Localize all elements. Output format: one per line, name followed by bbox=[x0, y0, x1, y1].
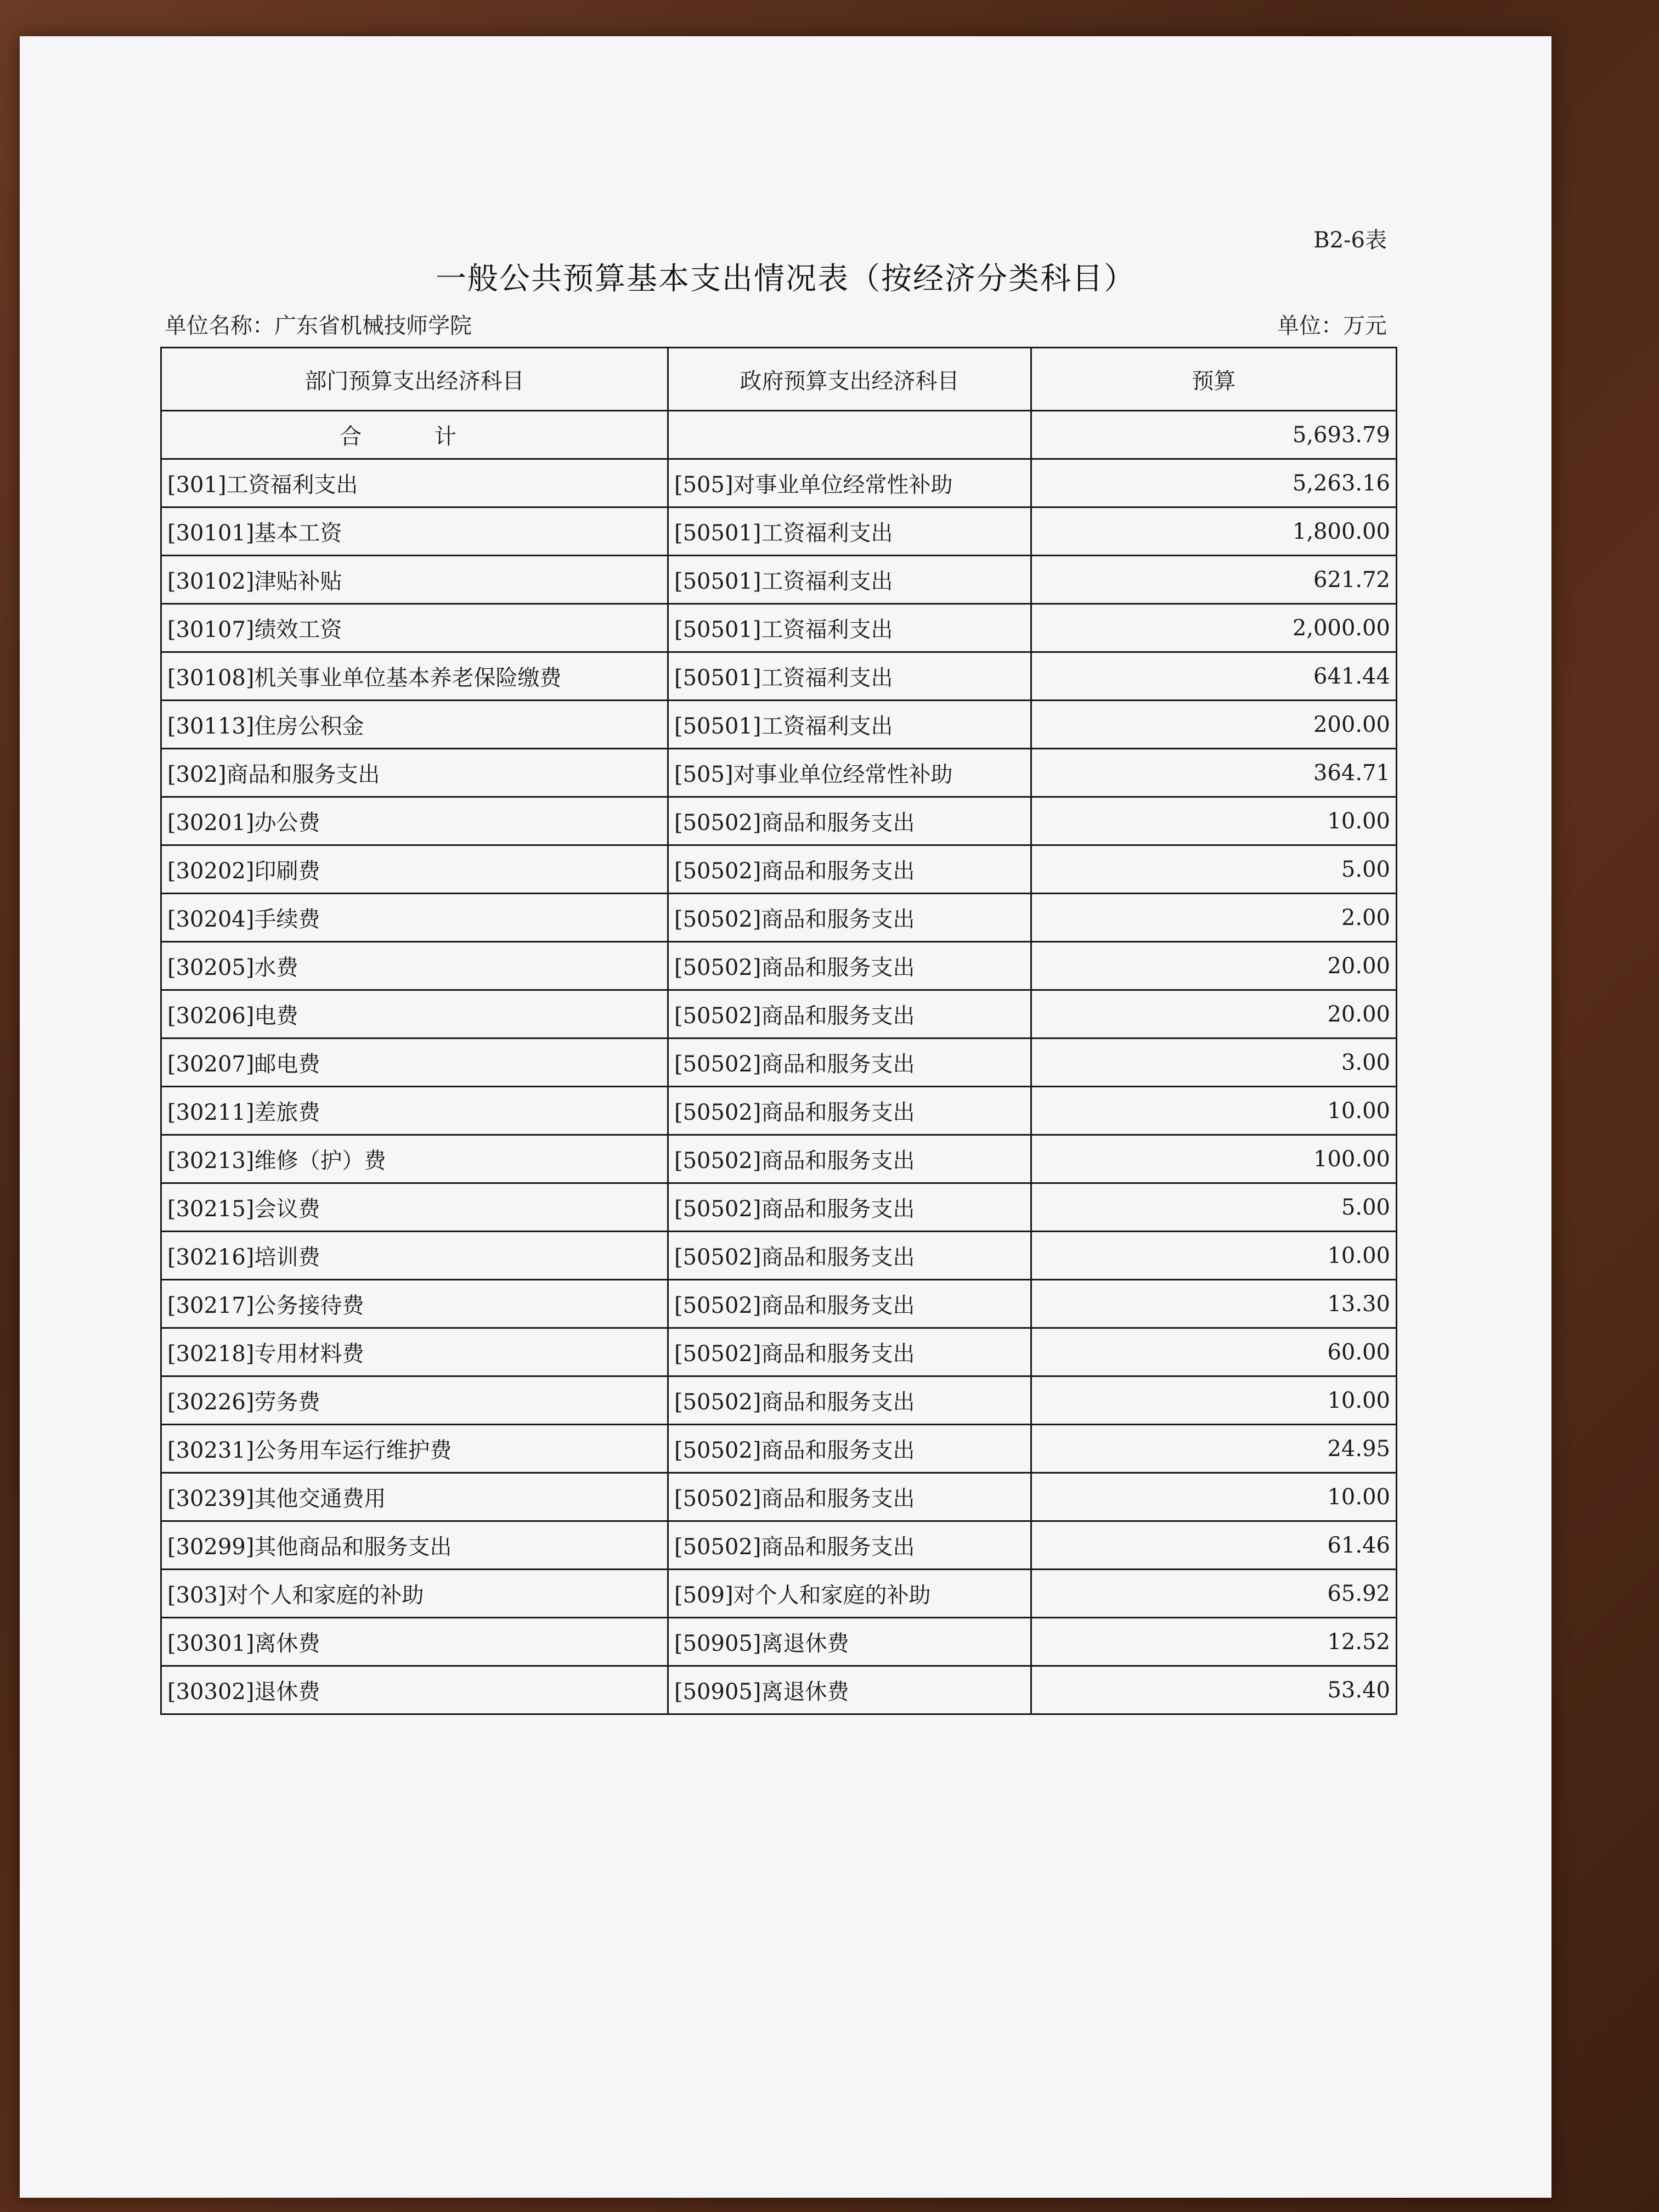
budget-amount-cell: 10.00 bbox=[1031, 797, 1397, 845]
gov-subject-cell: [509]对个人和家庭的补助 bbox=[668, 1570, 1031, 1618]
table-row bbox=[161, 1425, 1397, 1473]
dept-subject-cell: [30239]其他交通费用 bbox=[161, 1473, 668, 1521]
gov-subject-cell: [50501]工资福利支出 bbox=[668, 604, 1031, 652]
table-row bbox=[161, 1135, 1397, 1183]
dept-subject-cell: [30204]手续费 bbox=[161, 894, 668, 942]
gov-subject-cell: [50502]商品和服务支出 bbox=[668, 797, 1031, 845]
dept-subject-cell: [30206]电费 bbox=[161, 990, 668, 1039]
gov-subject-cell: [50502]商品和服务支出 bbox=[668, 1521, 1031, 1570]
dept-subject-cell: [30231]公务用车运行维护费 bbox=[161, 1425, 668, 1473]
dept-subject-cell: [30217]公务接待费 bbox=[161, 1280, 668, 1328]
budget-amount-cell: 200.00 bbox=[1031, 701, 1397, 749]
table-row bbox=[161, 1473, 1397, 1521]
gov-subject-cell: [50502]商品和服务支出 bbox=[668, 1183, 1031, 1232]
unit-name: 单位名称：广东省机械技师学院 bbox=[165, 313, 472, 338]
budget-amount-cell: 61.46 bbox=[1031, 1521, 1397, 1570]
table-row bbox=[161, 1570, 1397, 1618]
table-row bbox=[161, 845, 1397, 894]
table-row bbox=[161, 701, 1397, 749]
dept-subject-cell: [302]商品和服务支出 bbox=[161, 749, 668, 797]
budget-amount-cell: 65.92 bbox=[1031, 1570, 1397, 1618]
table-body bbox=[161, 411, 1397, 1714]
gov-subject-cell: [50905]离退休费 bbox=[668, 1666, 1031, 1714]
dept-subject-cell: [30202]印刷费 bbox=[161, 845, 668, 894]
dept-subject-cell: [30215]会议费 bbox=[161, 1183, 668, 1232]
budget-amount-cell: 13.30 bbox=[1031, 1280, 1397, 1328]
dept-subject-cell: [301]工资福利支出 bbox=[161, 459, 668, 507]
budget-amount-cell: 10.00 bbox=[1031, 1376, 1397, 1425]
gov-subject-cell: [505]对事业单位经常性补助 bbox=[668, 459, 1031, 507]
total-row bbox=[161, 411, 1397, 459]
dept-subject-cell: [30107]绩效工资 bbox=[161, 604, 668, 652]
table-row bbox=[161, 1280, 1397, 1328]
table-row bbox=[161, 507, 1397, 556]
budget-amount-cell: 100.00 bbox=[1031, 1135, 1397, 1183]
table-row bbox=[161, 894, 1397, 942]
budget-amount-cell: 10.00 bbox=[1031, 1232, 1397, 1280]
total-label: 合 计 bbox=[161, 411, 668, 459]
gov-subject-cell: [50502]商品和服务支出 bbox=[668, 1232, 1031, 1280]
table-row bbox=[161, 604, 1397, 652]
budget-amount-cell: 20.00 bbox=[1031, 990, 1397, 1039]
budget-amount-cell: 1,800.00 bbox=[1031, 507, 1397, 556]
dept-subject-cell: [30108]机关事业单位基本养老保险缴费 bbox=[161, 652, 668, 701]
total-amount: 5,693.79 bbox=[1031, 411, 1397, 459]
page-title: 一般公共预算基本支出情况表（按经济分类科目） bbox=[436, 261, 1136, 297]
table-row bbox=[161, 1039, 1397, 1087]
budget-amount-cell: 5.00 bbox=[1031, 1183, 1397, 1232]
budget-table bbox=[160, 347, 1397, 1715]
gov-subject-cell: [50502]商品和服务支出 bbox=[668, 1376, 1031, 1425]
dept-subject-cell: [30207]邮电费 bbox=[161, 1039, 668, 1087]
budget-amount-cell: 5.00 bbox=[1031, 845, 1397, 894]
table-header-row bbox=[161, 348, 1397, 411]
document-page bbox=[20, 36, 1551, 2198]
table-row bbox=[161, 990, 1397, 1039]
gov-subject-cell: [50502]商品和服务支出 bbox=[668, 942, 1031, 990]
dept-subject-cell: [30301]离休费 bbox=[161, 1618, 668, 1666]
gov-subject-cell: [50502]商品和服务支出 bbox=[668, 1425, 1031, 1473]
budget-amount-cell: 3.00 bbox=[1031, 1039, 1397, 1087]
dept-subject-cell: [30302]退休费 bbox=[161, 1666, 668, 1714]
table-row bbox=[161, 1521, 1397, 1570]
budget-amount-cell: 2.00 bbox=[1031, 894, 1397, 942]
gov-subject-cell: [50501]工资福利支出 bbox=[668, 701, 1031, 749]
table-row bbox=[161, 1087, 1397, 1135]
gov-subject-cell: [50501]工资福利支出 bbox=[668, 556, 1031, 604]
table-row bbox=[161, 459, 1397, 507]
table-row bbox=[161, 1666, 1397, 1714]
budget-amount-cell: 10.00 bbox=[1031, 1473, 1397, 1521]
gov-subject-cell: [50502]商品和服务支出 bbox=[668, 1087, 1031, 1135]
dept-subject-cell: [303]对个人和家庭的补助 bbox=[161, 1570, 668, 1618]
budget-amount-cell: 10.00 bbox=[1031, 1087, 1397, 1135]
gov-subject-cell: [50501]工资福利支出 bbox=[668, 652, 1031, 701]
dept-subject-cell: [30205]水费 bbox=[161, 942, 668, 990]
unit-label: 单位：万元 bbox=[1277, 313, 1387, 338]
dept-subject-cell: [30101]基本工资 bbox=[161, 507, 668, 556]
budget-amount-cell: 621.72 bbox=[1031, 556, 1397, 604]
table-row bbox=[161, 942, 1397, 990]
dept-subject-cell: [30213]维修（护）费 bbox=[161, 1135, 668, 1183]
gov-subject-cell: [50502]商品和服务支出 bbox=[668, 894, 1031, 942]
header-gov-subject: 政府预算支出经济科目 bbox=[668, 348, 1031, 411]
dept-subject-cell: [30218]专用材料费 bbox=[161, 1328, 668, 1376]
unit-info-row bbox=[165, 308, 1387, 340]
budget-amount-cell: 60.00 bbox=[1031, 1328, 1397, 1376]
dept-subject-cell: [30216]培训费 bbox=[161, 1232, 668, 1280]
table-row bbox=[161, 1376, 1397, 1425]
dept-subject-cell: [30226]劳务费 bbox=[161, 1376, 668, 1425]
budget-amount-cell: 24.95 bbox=[1031, 1425, 1397, 1473]
table-row bbox=[161, 1232, 1397, 1280]
dept-subject-cell: [30299]其他商品和服务支出 bbox=[161, 1521, 668, 1570]
dept-subject-cell: [30211]差旅费 bbox=[161, 1087, 668, 1135]
table-row bbox=[161, 1328, 1397, 1376]
budget-amount-cell: 364.71 bbox=[1031, 749, 1397, 797]
table-row bbox=[161, 797, 1397, 845]
header-budget: 预算 bbox=[1031, 348, 1397, 411]
gov-subject-cell: [50502]商品和服务支出 bbox=[668, 1328, 1031, 1376]
gov-subject-cell: [50502]商品和服务支出 bbox=[668, 1039, 1031, 1087]
header-dept-subject: 部门预算支出经济科目 bbox=[161, 348, 668, 411]
dept-subject-cell: [30102]津贴补贴 bbox=[161, 556, 668, 604]
gov-subject-cell: [50905]离退休费 bbox=[668, 1618, 1031, 1666]
table-code: B2-6表 bbox=[1313, 228, 1387, 253]
table-row bbox=[161, 556, 1397, 604]
gov-subject-cell: [50502]商品和服务支出 bbox=[668, 1135, 1031, 1183]
budget-amount-cell: 2,000.00 bbox=[1031, 604, 1397, 652]
gov-subject-cell: [505]对事业单位经常性补助 bbox=[668, 749, 1031, 797]
budget-amount-cell: 20.00 bbox=[1031, 942, 1397, 990]
table-row bbox=[161, 1183, 1397, 1232]
dept-subject-cell: [30201]办公费 bbox=[161, 797, 668, 845]
total-gov-empty bbox=[668, 411, 1031, 459]
dept-subject-cell: [30113]住房公积金 bbox=[161, 701, 668, 749]
budget-amount-cell: 53.40 bbox=[1031, 1666, 1397, 1714]
gov-subject-cell: [50502]商品和服务支出 bbox=[668, 1280, 1031, 1328]
table-row bbox=[161, 749, 1397, 797]
budget-amount-cell: 5,263.16 bbox=[1031, 459, 1397, 507]
table-row bbox=[161, 1618, 1397, 1666]
budget-amount-cell: 12.52 bbox=[1031, 1618, 1397, 1666]
gov-subject-cell: [50502]商品和服务支出 bbox=[668, 1473, 1031, 1521]
gov-subject-cell: [50502]商品和服务支出 bbox=[668, 845, 1031, 894]
table-row bbox=[161, 652, 1397, 701]
gov-subject-cell: [50502]商品和服务支出 bbox=[668, 990, 1031, 1039]
gov-subject-cell: [50501]工资福利支出 bbox=[668, 507, 1031, 556]
budget-amount-cell: 641.44 bbox=[1031, 652, 1397, 701]
